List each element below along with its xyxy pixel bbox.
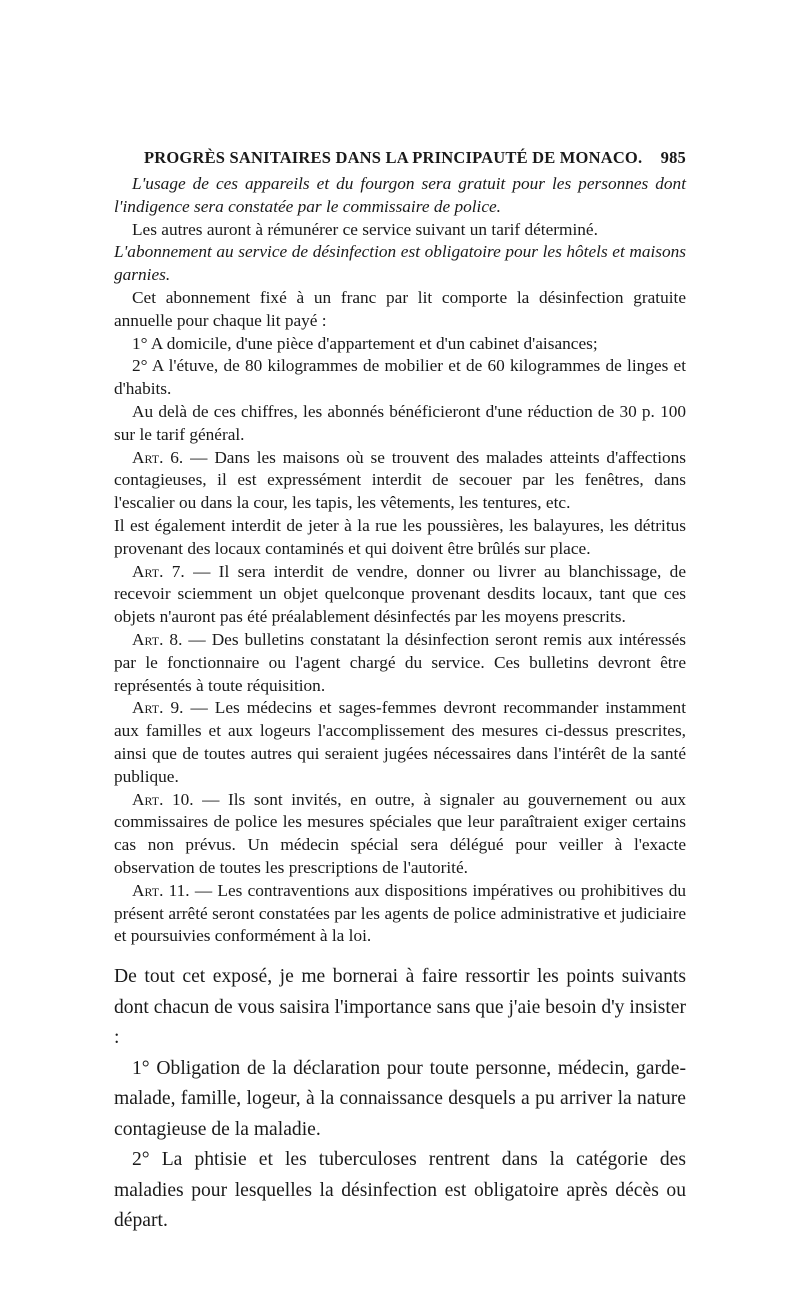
article-label: Art. 9. — [132, 698, 184, 718]
article-paragraph — [114, 880, 686, 948]
article-label: Art. 7. — [132, 561, 185, 581]
commentary-text — [114, 962, 686, 1237]
article-body: — Les contraventions aux dispositions impératives ou prohibitives du présent arrêté seront constatées par les agents de police administrative et judiciaire et poursuivies conformément à la loi. — [114, 880, 687, 946]
running-header — [114, 148, 686, 168]
article-paragraph — [114, 629, 686, 697]
article-paragraph — [114, 697, 686, 788]
list-item: 2° La phtisie et les tuberculoses rentrent dans la catégorie des maladies pour lesquelles la désinfection est obligatoire après décès ou départ. — [114, 1149, 686, 1232]
article-body: — Les médecins et sages-femmes devront recommander instamment aux familles et aux logeurs l'accomplissement des mesures ci-dessus prescrites, ainsi que de toutes autres qui seraient jugées nécessaires dans l'intérêt de la santé publique. — [114, 698, 686, 786]
paragraph: Les autres auront à rémunérer ce service suivant un tarif déterminé. — [132, 219, 598, 239]
running-title: PROGRÈS SANITAIRES DANS LA PRINCIPAUTÉ DE MONACO. — [144, 148, 643, 167]
decree-text — [114, 173, 686, 948]
paragraph: L'usage de ces appareils et du fourgon sera gratuit pour les personnes dont l'indigence sera constatée par le commissaire de police. — [114, 174, 686, 216]
paragraph: L'abonnement au service de désinfection est obligatoire pour les hôtels et maisons garnies. — [114, 242, 686, 285]
article-paragraph — [114, 561, 686, 629]
list-item: 2° A l'étuve, de 80 kilogrammes de mobilier et de 60 kilogrammes de linges et d'habits. — [114, 356, 686, 399]
paragraph: Il est également interdit de jeter à la rue les poussières, les balayures, les détritus provenant des locaux contaminés et qui doivent être brûlés sur place. — [114, 515, 686, 558]
article-body: — Des bulletins constatant la désinfection seront remis aux intéressés par le fonctionnaire ou l'agent chargé du service. Ces bulletins devront être représentés à toute réquisition. — [114, 629, 686, 695]
page-number: 985 — [660, 148, 686, 167]
article-body: — Dans les maisons où se trouvent des malades atteints d'affections contagieuses, il est expressément interdit de secouer par les fenêtres, dans l'escalier ou dans la cour, les tapis, les vêtements, les tentures, etc. — [114, 447, 687, 513]
article-paragraph — [114, 447, 686, 515]
list-item: 1° A domicile, d'une pièce d'appartement et d'un cabinet d'aisances; — [132, 333, 598, 353]
paragraph: Au delà de ces chiffres, les abonnés bénéficieront d'une réduction de 30 p. 100 sur le tarif général. — [114, 401, 686, 444]
article-label: Art. 10. — [132, 789, 194, 809]
article-paragraph — [114, 789, 686, 880]
list-item: 1° Obligation de la déclaration pour toute personne, médecin, garde-malade, famille, logeur, à la connaissance desquels a pu arriver la nature contagieuse de la maladie. — [114, 1057, 686, 1140]
article-body: — Il sera interdit de vendre, donner ou livrer au blanchissage, de recevoir sciemment un objet quelconque provenant desdits locaux, tant que ces objets n'auront pas été préalablement désinfectés par les moyens prescrits. — [114, 561, 686, 627]
paragraph: De tout cet exposé, je me bornerai à faire ressortir les points suivants dont chacun de vous saisira l'importance sans que j'aie besoin d'y insister : — [114, 966, 686, 1049]
article-body: — Ils sont invités, en outre, à signaler au gouvernement ou aux commissaires de police les mesures spéciales que leur paraîtraient exiger certains cas non prévus. Un médecin spécial sera délégué pour veiller à l'exacte observation de toutes les prescriptions de l'autorité. — [114, 789, 686, 877]
paragraph: Cet abonnement fixé à un franc par lit comporte la désinfection gratuite annuelle pour chaque lit payé : — [114, 287, 686, 330]
article-label: Art. 11. — [132, 880, 190, 900]
article-label: Art. 6. — [132, 447, 184, 467]
article-label: Art. 8. — [132, 629, 183, 649]
